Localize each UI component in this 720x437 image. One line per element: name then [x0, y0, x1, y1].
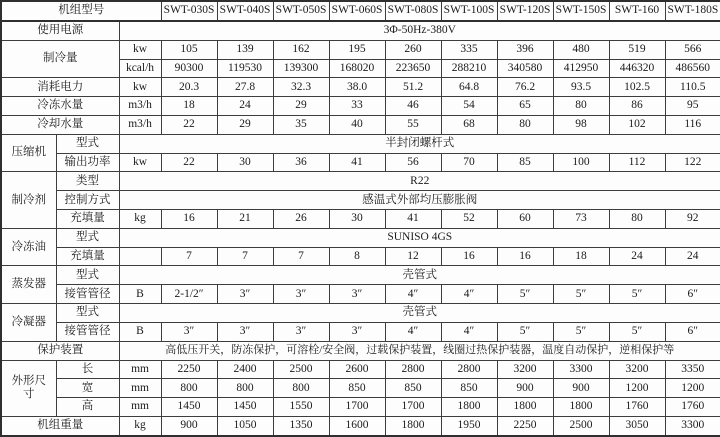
- value-cell: 98: [553, 115, 609, 134]
- value-cell: 1450: [161, 398, 217, 417]
- unit-cell: kw: [119, 40, 161, 59]
- value-cell: 7: [217, 247, 273, 266]
- value-cell: 1600: [329, 416, 385, 436]
- value-cell: 800: [217, 379, 273, 398]
- row-label-pipe-diameter: 接管管径: [56, 285, 119, 304]
- value-cell: 76.2: [497, 78, 553, 97]
- row-label-type: 型式: [56, 134, 119, 153]
- table-row: [1, 285, 720, 304]
- value-cell: 24: [217, 97, 273, 116]
- value-cell: 38.0: [329, 78, 385, 97]
- value-cell: 850: [385, 379, 441, 398]
- table-row: [1, 416, 720, 436]
- value-cell: 6″: [665, 285, 720, 304]
- value-cell: 3″: [273, 285, 329, 304]
- table-row: [1, 360, 720, 379]
- value-cell: 223650: [385, 59, 441, 78]
- value-cell: 3″: [329, 322, 385, 341]
- value-cell: 40: [329, 115, 385, 134]
- value-cell: 35: [273, 115, 329, 134]
- value-cell: 900: [161, 416, 217, 436]
- value-cell: 1800: [385, 416, 441, 436]
- value-cell: 51.2: [385, 78, 441, 97]
- value-cell: 54: [441, 97, 497, 116]
- value-cell: 93.5: [553, 78, 609, 97]
- row-label-pipe-diameter: 接管管径: [56, 322, 119, 341]
- spec-table-body: [1, 1, 720, 436]
- value-cell: 60: [497, 210, 553, 229]
- value-cell: 288210: [441, 59, 497, 78]
- value-cell: 1800: [497, 398, 553, 417]
- row-label-type: 型式: [56, 228, 119, 247]
- value-cell: 21: [217, 210, 273, 229]
- value-cell: 486560: [665, 59, 720, 78]
- value-cell: 195: [329, 40, 385, 59]
- value-cell: 4″: [385, 285, 441, 304]
- value-cell: 480: [553, 40, 609, 59]
- value-cell: 850: [441, 379, 497, 398]
- value-cell: 2800: [441, 360, 497, 379]
- value-cell: 4″: [441, 322, 497, 341]
- value-cell: 100: [553, 153, 609, 172]
- unit-cell: B: [119, 285, 161, 304]
- value-cell: 5″: [553, 285, 609, 304]
- value-cell: 64.8: [441, 78, 497, 97]
- value-cell: 30: [329, 210, 385, 229]
- value-cell: 70: [441, 153, 497, 172]
- unit-cell: m3/h: [119, 97, 161, 116]
- value-cell: 6″: [665, 322, 720, 341]
- unit-cell: mm: [119, 379, 161, 398]
- value-cell: 116: [665, 115, 720, 134]
- table-row: [1, 398, 720, 417]
- group-label-compressor: 压缩机: [1, 134, 56, 172]
- table-row: [1, 322, 720, 341]
- value-cell: 340580: [497, 59, 553, 78]
- row-label-power-consumption: 消耗电力: [1, 78, 119, 97]
- unit-cell: B: [119, 322, 161, 341]
- value-cell: 1700: [385, 398, 441, 417]
- table-row: [1, 266, 720, 285]
- value-cell: 446320: [609, 59, 665, 78]
- value-cell: 119530: [217, 59, 273, 78]
- value-cell: 80: [553, 97, 609, 116]
- table-row: [1, 228, 720, 247]
- value-cell: 2250: [497, 416, 553, 436]
- value-cell: 95: [665, 97, 720, 116]
- group-label-refrigerant: 制冷剂: [1, 172, 56, 228]
- value-cell: 1760: [665, 398, 720, 417]
- value-cell: 92: [665, 210, 720, 229]
- value-cell: 519: [609, 40, 665, 59]
- unit-cell: [119, 247, 161, 266]
- table-row: [1, 210, 720, 229]
- value-cell: 139: [217, 40, 273, 59]
- value-cell: 102: [609, 115, 665, 134]
- model-header: SWT-100S: [441, 1, 497, 21]
- unit-cell: kg: [119, 416, 161, 436]
- value-cell: 16: [497, 247, 553, 266]
- row-label-protection-devices: 保护装置: [1, 341, 119, 360]
- row-label-chilled-water-flow: 冷冻水量: [1, 97, 119, 116]
- value-cell: 112: [609, 153, 665, 172]
- value-cell: 1800: [441, 398, 497, 417]
- value-cell: 41: [329, 153, 385, 172]
- value-cell: 900: [553, 379, 609, 398]
- merged-value-control-method: 感温式外部均压膨胀阀: [119, 191, 720, 210]
- value-cell: 80: [497, 115, 553, 134]
- value-cell: 33: [329, 97, 385, 116]
- value-cell: 85: [497, 153, 553, 172]
- value-cell: 900: [497, 379, 553, 398]
- row-label-type: 型式: [56, 266, 119, 285]
- table-title-cell: 机组型号: [1, 1, 161, 21]
- table-row: [1, 134, 720, 153]
- value-cell: 29: [217, 115, 273, 134]
- value-cell: 1760: [609, 398, 665, 417]
- value-cell: 1450: [217, 398, 273, 417]
- group-label-evaporator: 蒸发器: [1, 266, 56, 304]
- value-cell: 5″: [497, 322, 553, 341]
- model-header: SWT-030S: [161, 1, 217, 21]
- value-cell: 2800: [385, 360, 441, 379]
- table-row: [1, 153, 720, 172]
- value-cell: 3″: [161, 322, 217, 341]
- row-label-charge-amount: 充填量: [56, 210, 119, 229]
- row-label-width: 宽: [56, 379, 119, 398]
- value-cell: 2500: [273, 360, 329, 379]
- value-cell: 80: [609, 210, 665, 229]
- model-header: SWT-080S: [385, 1, 441, 21]
- value-cell: 3300: [665, 416, 720, 436]
- value-cell: 850: [329, 379, 385, 398]
- table-row: [1, 304, 720, 323]
- value-cell: 46: [385, 97, 441, 116]
- value-cell: 2-1/2″: [161, 285, 217, 304]
- value-cell: 4″: [385, 322, 441, 341]
- row-label-control-method: 控制方式: [56, 191, 119, 210]
- row-label-type: 型式: [56, 304, 119, 323]
- value-cell: 20.3: [161, 78, 217, 97]
- model-header: SWT-150S: [553, 1, 609, 21]
- model-header: SWT-120S: [497, 1, 553, 21]
- row-label-power-supply: 使用电源: [1, 21, 119, 40]
- value-cell: 18: [553, 247, 609, 266]
- value-cell: 412950: [553, 59, 609, 78]
- unit-cell: m3/h: [119, 115, 161, 134]
- row-label-height: 高: [56, 398, 119, 417]
- table-row: [1, 115, 720, 134]
- value-cell: 27.8: [217, 78, 273, 97]
- table-row: [1, 78, 720, 97]
- value-cell: 162: [273, 40, 329, 59]
- merged-value-oil-type: SUNISO 4GS: [119, 228, 720, 247]
- group-label-dimensions: 外形尺寸: [1, 360, 56, 416]
- merged-value-refrigerant-type: R22: [119, 172, 720, 191]
- value-cell: 2600: [329, 360, 385, 379]
- unit-cell: kcal/h: [119, 59, 161, 78]
- value-cell: 1350: [273, 416, 329, 436]
- row-label-cooling-water-flow: 冷却水量: [1, 115, 119, 134]
- value-cell: 3050: [609, 416, 665, 436]
- value-cell: 68: [441, 115, 497, 134]
- merged-value-protection-devices: 高低压开关，防冻保护，可溶栓/安全阀，过载保护装置，线圈过热保护装器，温度自动保护，逆相保护等: [119, 341, 720, 360]
- value-cell: 8: [329, 247, 385, 266]
- value-cell: 52: [441, 210, 497, 229]
- table-row: [1, 1, 720, 21]
- table-row: [1, 247, 720, 266]
- value-cell: 30: [217, 153, 273, 172]
- value-cell: 5″: [497, 285, 553, 304]
- row-label-cooling-capacity: 制冷量: [1, 40, 119, 78]
- value-cell: 41: [385, 210, 441, 229]
- merged-value-compressor-type: 半封闭螺杆式: [119, 134, 720, 153]
- value-cell: 566: [665, 40, 720, 59]
- value-cell: 7: [161, 247, 217, 266]
- value-cell: 102.5: [609, 78, 665, 97]
- table-row: [1, 40, 720, 59]
- value-cell: 2400: [217, 360, 273, 379]
- merged-value-evaporator-type: 壳管式: [119, 266, 720, 285]
- value-cell: 105: [161, 40, 217, 59]
- value-cell: 86: [609, 97, 665, 116]
- model-header: SWT-160: [609, 1, 665, 21]
- value-cell: 65: [497, 97, 553, 116]
- value-cell: 3″: [273, 322, 329, 341]
- unit-cell: mm: [119, 398, 161, 417]
- merged-value-power-supply: 3Φ-50Hz-380V: [119, 21, 720, 40]
- value-cell: 16: [161, 210, 217, 229]
- value-cell: 24: [665, 247, 720, 266]
- table-row: [1, 21, 720, 40]
- value-cell: 3300: [553, 360, 609, 379]
- value-cell: 3″: [217, 285, 273, 304]
- value-cell: 3350: [665, 360, 720, 379]
- unit-cell: kg: [119, 210, 161, 229]
- group-label-condenser: 冷凝器: [1, 304, 56, 342]
- merged-value-condenser-type: 壳管式: [119, 304, 720, 323]
- value-cell: 139300: [273, 59, 329, 78]
- value-cell: 3200: [609, 360, 665, 379]
- value-cell: 1700: [329, 398, 385, 417]
- row-label-type: 类型: [56, 172, 119, 191]
- row-label-unit-weight: 机组重量: [1, 416, 119, 436]
- value-cell: 3200: [497, 360, 553, 379]
- unit-cell: mm: [119, 360, 161, 379]
- model-header: SWT-180S: [665, 1, 720, 21]
- table-row: [1, 341, 720, 360]
- value-cell: 5″: [609, 285, 665, 304]
- value-cell: 2500: [553, 416, 609, 436]
- value-cell: 7: [273, 247, 329, 266]
- value-cell: 56: [385, 153, 441, 172]
- value-cell: 110.5: [665, 78, 720, 97]
- value-cell: 32.3: [273, 78, 329, 97]
- group-label-refrigeration-oil: 冷冻油: [1, 228, 56, 266]
- value-cell: 122: [665, 153, 720, 172]
- model-header: SWT-050S: [273, 1, 329, 21]
- table-row: [1, 191, 720, 210]
- value-cell: 2250: [161, 360, 217, 379]
- value-cell: 1200: [665, 379, 720, 398]
- unit-cell: kw: [119, 153, 161, 172]
- value-cell: 1950: [441, 416, 497, 436]
- table-row: [1, 379, 720, 398]
- table-row: [1, 97, 720, 116]
- value-cell: 22: [161, 115, 217, 134]
- value-cell: 1050: [217, 416, 273, 436]
- value-cell: 5″: [609, 322, 665, 341]
- value-cell: 800: [273, 379, 329, 398]
- value-cell: 4″: [441, 285, 497, 304]
- value-cell: 3″: [217, 322, 273, 341]
- value-cell: 396: [497, 40, 553, 59]
- value-cell: 16: [441, 247, 497, 266]
- value-cell: 90300: [161, 59, 217, 78]
- value-cell: 36: [273, 153, 329, 172]
- value-cell: 73: [553, 210, 609, 229]
- value-cell: 800: [161, 379, 217, 398]
- value-cell: 22: [161, 153, 217, 172]
- value-cell: 1800: [553, 398, 609, 417]
- value-cell: 260: [385, 40, 441, 59]
- value-cell: 24: [609, 247, 665, 266]
- row-label-charge-amount: 充填量: [56, 247, 119, 266]
- value-cell: 168020: [329, 59, 385, 78]
- value-cell: 55: [385, 115, 441, 134]
- value-cell: 18: [161, 97, 217, 116]
- value-cell: 1550: [273, 398, 329, 417]
- model-header: SWT-040S: [217, 1, 273, 21]
- model-header: SWT-060S: [329, 1, 385, 21]
- table-row: [1, 172, 720, 191]
- value-cell: 1200: [609, 379, 665, 398]
- row-label-output-power: 输出功率: [56, 153, 119, 172]
- value-cell: 3″: [329, 285, 385, 304]
- value-cell: 12: [385, 247, 441, 266]
- value-cell: 335: [441, 40, 497, 59]
- row-label-length: 长: [56, 360, 119, 379]
- value-cell: 29: [273, 97, 329, 116]
- value-cell: 5″: [553, 322, 609, 341]
- value-cell: 26: [273, 210, 329, 229]
- unit-cell: kw: [119, 78, 161, 97]
